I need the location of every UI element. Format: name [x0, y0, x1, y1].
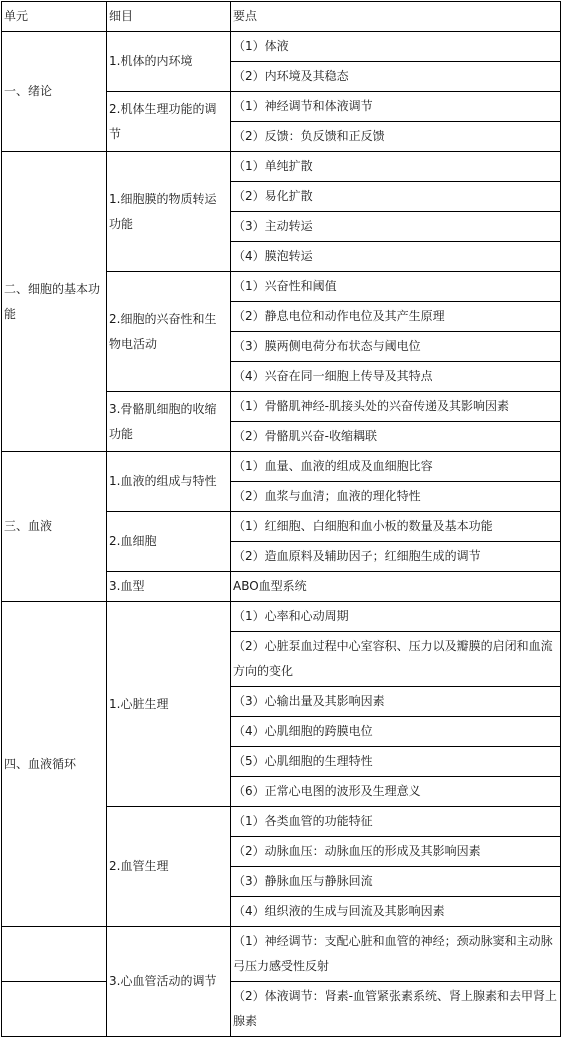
point-cell: （1）骨骼肌神经-肌接头处的兴奋传递及其影响因素: [231, 392, 561, 422]
table-row: [2, 602, 561, 632]
point-cell: （3）膜两侧电荷分布状态与阈电位: [231, 332, 561, 362]
point-cell: （2）骨骼肌兴奋-收缩耦联: [231, 422, 561, 452]
point-cell: （1）兴奋性和阈值: [231, 272, 561, 302]
point-cell: （2）造血原料及辅助因子；红细胞生成的调节: [231, 542, 561, 572]
header-detail: 细目: [107, 2, 231, 32]
point-cell: （2）体液调节：肾素-血管紧张素系统、肾上腺素和去甲肾上腺素: [231, 982, 561, 1037]
table-row: [2, 152, 561, 182]
point-cell: （6）正常心电图的波形及生理意义: [231, 777, 561, 807]
point-cell: （1）血量、血液的组成及血细胞比容: [231, 452, 561, 482]
point-cell: （4）膜泡转运: [231, 242, 561, 272]
point-cell: （3）静脉血压与静脉回流: [231, 867, 561, 897]
point-cell: （1）心率和心动周期: [231, 602, 561, 632]
unit-cell: 四、血液循环: [2, 602, 107, 927]
point-cell: （1）单纯扩散: [231, 152, 561, 182]
unit-cell-empty: [2, 982, 107, 1037]
header-row: [2, 2, 561, 32]
point-cell: （2）反馈：负反馈和正反馈: [231, 122, 561, 152]
point-cell: （3）主动转运: [231, 212, 561, 242]
detail-cell: 2.细胞的兴奋性和生物电活动: [107, 272, 231, 392]
detail-cell: 3.心血管活动的调节: [107, 927, 231, 1037]
table-row: [2, 32, 561, 62]
syllabus-table: [1, 1, 561, 1037]
point-cell: （2）血浆与血清；血液的理化特性: [231, 482, 561, 512]
point-cell: ABO血型系统: [231, 572, 561, 602]
point-cell: （4）心肌细胞的跨膜电位: [231, 717, 561, 747]
point-cell: （2）心脏泵血过程中心室容积、压力以及瓣膜的启闭和血流方向的变化: [231, 632, 561, 687]
unit-cell-empty: [2, 927, 107, 982]
detail-cell: 2.血细胞: [107, 512, 231, 572]
unit-cell: 三、血液: [2, 452, 107, 602]
point-cell: （2）易化扩散: [231, 182, 561, 212]
header-points: 要点: [231, 2, 561, 32]
point-cell: （2）动脉血压：动脉血压的形成及其影响因素: [231, 837, 561, 867]
point-cell: （4）组织液的生成与回流及其影响因素: [231, 897, 561, 927]
point-cell: （1）神经调节和体液调节: [231, 92, 561, 122]
detail-cell: 2.机体生理功能的调节: [107, 92, 231, 152]
unit-cell: 二、细胞的基本功能: [2, 152, 107, 452]
point-cell: （2）内环境及其稳态: [231, 62, 561, 92]
point-cell: （3）心输出量及其影响因素: [231, 687, 561, 717]
point-cell: （1）神经调节：支配心脏和血管的神经；颈动脉窦和主动脉弓压力感受性反射: [231, 927, 561, 982]
detail-cell: 2.血管生理: [107, 807, 231, 927]
table-row: [2, 452, 561, 482]
detail-cell: 3.血型: [107, 572, 231, 602]
point-cell: （4）兴奋在同一细胞上传导及其特点: [231, 362, 561, 392]
detail-cell: 1.机体的内环境: [107, 32, 231, 92]
unit-cell: 一、绪论: [2, 32, 107, 152]
point-cell: （2）静息电位和动作电位及其产生原理: [231, 302, 561, 332]
point-cell: （1）红细胞、白细胞和血小板的数量及基本功能: [231, 512, 561, 542]
detail-cell: 1.心脏生理: [107, 602, 231, 807]
table-row: [2, 927, 561, 982]
detail-cell: 3.骨骼肌细胞的收缩功能: [107, 392, 231, 452]
point-cell: （5）心肌细胞的生理特性: [231, 747, 561, 777]
detail-cell: 1.血液的组成与特性: [107, 452, 231, 512]
point-cell: （1）各类血管的功能特征: [231, 807, 561, 837]
detail-cell: 1.细胞膜的物质转运功能: [107, 152, 231, 272]
header-unit: 单元: [2, 2, 107, 32]
table-row: [2, 982, 561, 1037]
point-cell: （1）体液: [231, 32, 561, 62]
